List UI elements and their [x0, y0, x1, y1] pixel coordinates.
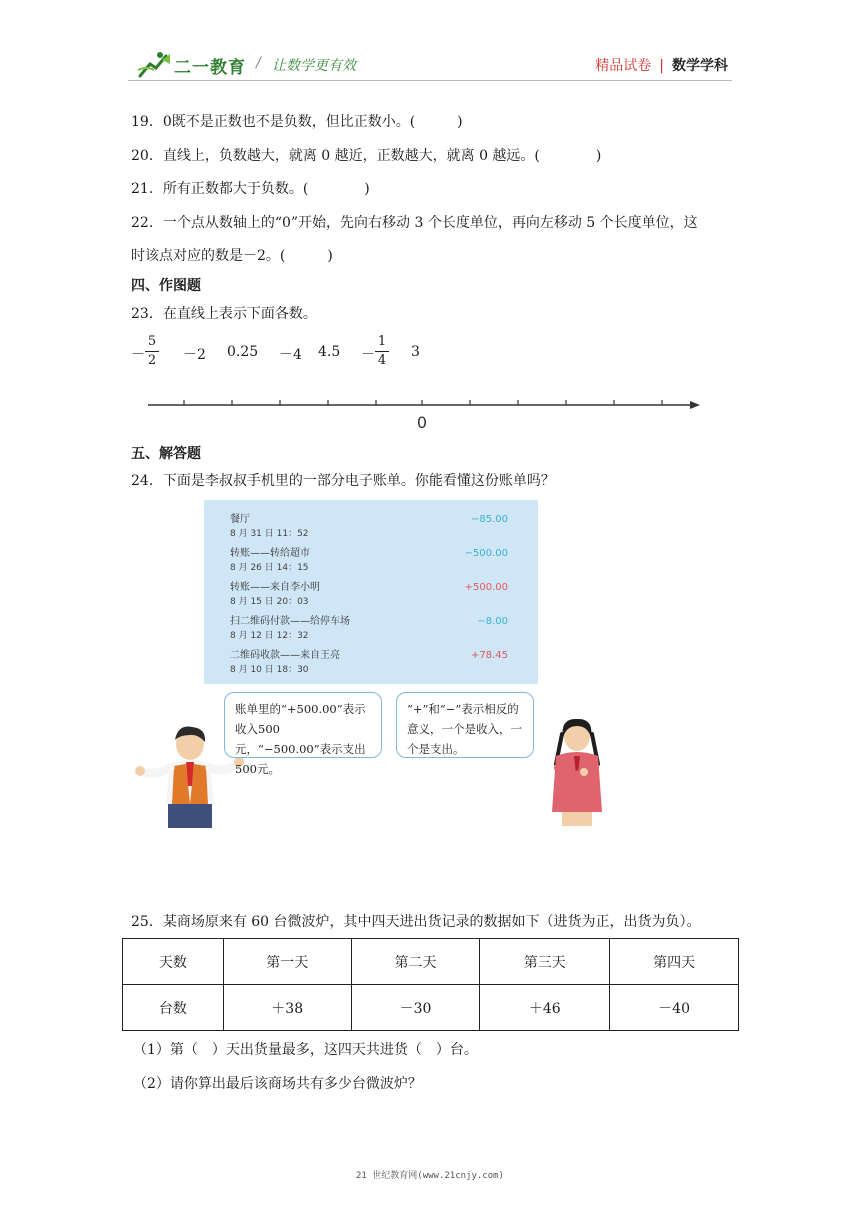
table-cell: －30: [351, 985, 480, 1031]
number-0-25: 0.25: [227, 344, 259, 360]
bill-amount: −85.00: [470, 514, 508, 525]
bill-title: 扫二维码付款——给停车场: [230, 616, 350, 627]
bill-row: [230, 646, 508, 678]
fraction-1-4: [375, 334, 389, 369]
table-header-cell: 第四天: [610, 939, 739, 985]
logo-text: 二一教育: [174, 58, 246, 78]
neg-sign-1: －: [131, 347, 145, 363]
page-header: [0, 0, 860, 100]
bill-row: [230, 578, 508, 610]
bill-title: 餐厅: [230, 514, 250, 525]
fraction-bar: [375, 351, 389, 352]
bill-time: 8 月 15 日 20：03: [230, 597, 309, 607]
table-cell: ＋46: [480, 985, 610, 1031]
table-cell: －40: [610, 985, 739, 1031]
section-5-title: 五、解答题: [131, 446, 201, 462]
runner-logo-icon: [136, 50, 172, 80]
bill-title: 转账——来自李小明: [230, 582, 320, 593]
electronic-bill: [204, 500, 538, 684]
bill-row: [230, 612, 508, 644]
question-25: 25．某商场原来有 60 台微波炉，其中四天进出货记录的数据如下（进货为正，出货为负）。: [131, 914, 701, 930]
bill-amount: +500.00: [464, 582, 508, 593]
header-divider: [128, 80, 732, 81]
table-row: [123, 985, 739, 1031]
question-22-line2: 时该点对应的数是－2。( ): [131, 248, 333, 264]
bill-amount: −8.00: [477, 616, 508, 627]
table-header-cell: 第一天: [223, 939, 351, 985]
number-4-5: 4.5: [318, 344, 341, 360]
number-line-arrow: [690, 401, 700, 409]
bill-row: [230, 544, 508, 576]
logo-slogan: 让数学更有效: [272, 58, 356, 74]
table-cell: ＋38: [223, 985, 351, 1031]
question-19: 19．0既不是正数也不是负数，但比正数小。( ): [131, 114, 463, 130]
bill-time: 8 月 10 日 18：30: [230, 665, 309, 675]
number-line: [144, 394, 704, 434]
bill-row: [230, 510, 508, 542]
table-row: [123, 939, 739, 985]
number-neg-4: －4: [279, 347, 302, 363]
fraction-bar: [145, 351, 159, 352]
question-25-part-1: （1）第（ ）天出货量最多，这四天共进货（ ）台。: [133, 1042, 478, 1058]
numbers-to-plot: [131, 334, 431, 374]
boy-speech-bubble: 账单里的“+500.00”表示收入500元，“−500.00”表示支出500元。: [224, 692, 382, 758]
girl-illustration: [544, 716, 610, 828]
fraction-numerator: 5: [147, 334, 157, 349]
zero-label: 0: [416, 413, 428, 432]
bill-title: 转账——转给超市: [230, 548, 310, 559]
number-neg-2: －2: [183, 347, 206, 363]
girl-speech-bubble: “+”和“−”表示相反的意义，一个是收入，一个是支出。: [396, 692, 534, 758]
microwave-record-table: [122, 938, 739, 1031]
question-24: 24．下面是李叔叔手机里的一部分电子账单。你能看懂这份账单吗？: [131, 473, 555, 489]
fraction-5-2: [145, 334, 159, 369]
table-header-cell: 天数: [123, 939, 224, 985]
logo-slash: /: [256, 55, 261, 71]
fraction-denominator: 2: [147, 353, 157, 368]
number-3: 3: [411, 344, 420, 360]
bill-title: 二维码收款——来自王亮: [230, 650, 340, 661]
question-23: 23．在直线上表示下面各数。: [131, 306, 317, 322]
table-header-cell: 第三天: [480, 939, 610, 985]
tag-separator: |: [659, 58, 664, 74]
question-25-part-2: （2）请你算出最后该商场共有多少台微波炉？: [133, 1076, 422, 1092]
page-footer: 21 世纪教育网(www.21cnjy.com): [356, 1171, 504, 1181]
bill-time: 8 月 31 日 11：52: [230, 529, 309, 539]
bill-amount: +78.45: [470, 650, 508, 661]
tag-premium: 精品试卷: [595, 58, 652, 74]
neg-sign-2: －: [361, 347, 375, 363]
table-cell: 台数: [123, 985, 224, 1031]
bill-amount: −500.00: [464, 548, 508, 559]
bill-time: 8 月 12 日 12：32: [230, 631, 309, 641]
fraction-denominator: 4: [377, 353, 387, 368]
tag-subject: 数学学科: [672, 58, 728, 74]
fraction-numerator: 1: [377, 334, 387, 349]
section-4-title: 四、作图题: [131, 278, 201, 294]
header-tags: [595, 55, 728, 75]
table-header-cell: 第二天: [351, 939, 480, 985]
bill-time: 8 月 26 日 14：15: [230, 563, 309, 573]
question-20: 20．直线上，负数越大，就离 0 越近，正数越大，就离 0 越远。( ): [131, 148, 602, 164]
question-21: 21．所有正数都大于负数。( ): [131, 181, 370, 197]
question-22-line1: 22．一个点从数轴上的“0”开始，先向右移动 3 个长度单位，再向左移动 5 个长度单位，这: [131, 215, 698, 231]
